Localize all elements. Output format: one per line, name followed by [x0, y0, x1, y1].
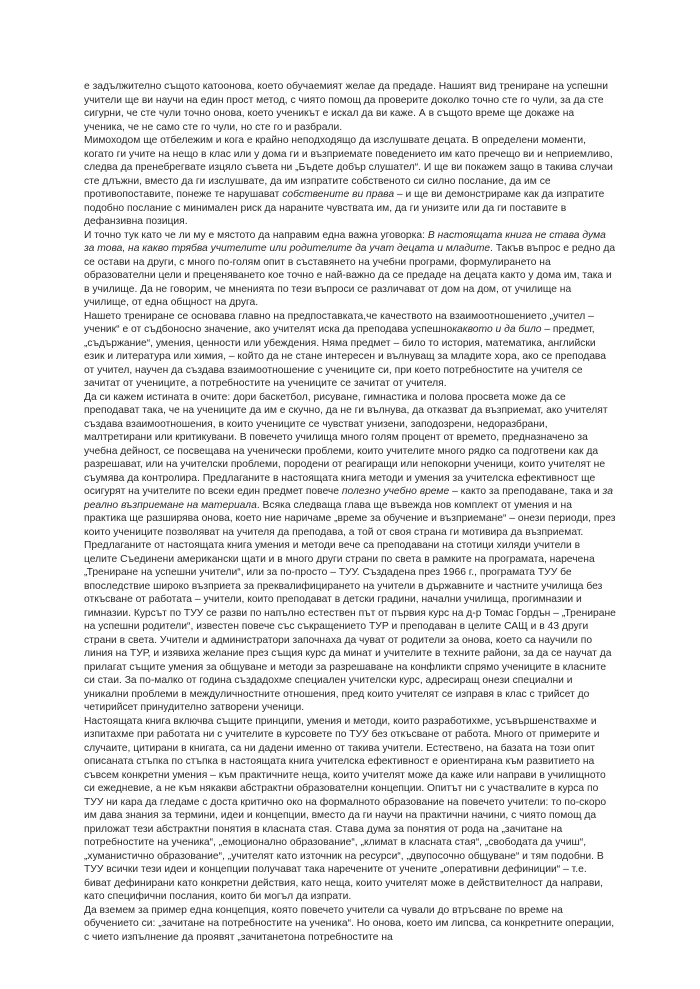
emphasis-text: каквото и да било — [452, 324, 542, 335]
paragraph-6 — [84, 539, 616, 715]
paragraph-text: . Всяка следваща глава ще въвежда нов комплект от умения и на практика ще разширява онова, което ние наричаме „време за обучение и възприемане“ – онези периоди, през които учениците позволяват на учителя да преподава, а той от своя страна ги мотивира да възприемат. — [84, 499, 616, 538]
paragraph-text: . Такъв въпрос е редно да се остави на други, с много по-голям опит в съставянето на учебни програми, формулирането на образователни цели и преценяването кое точно е най-важно да се предаде на децата както у дома им, така и в училище. Да не говорим, че мненията по тези въпроси се различават от дом на дом, от училище на училище, от една общност на друга. — [84, 243, 616, 308]
paragraph-text: – и ще ви демонстрираме как да изпратите подобно послание с минимален риск да нараните чувствата им, да ги унизите или да ги поставите в дефанзивна позиция. — [84, 189, 605, 227]
document-page — [84, 80, 616, 944]
emphasis-text: за реално възприемане на материала — [84, 486, 613, 511]
emphasis-text: В настоящата книга не става дума за това, на какво трябва учителите или родителите да учат децата и младите — [84, 229, 606, 254]
paragraph-2 — [84, 134, 616, 229]
emphasis-text: собствените ви права — [282, 189, 395, 200]
paragraph-text: Мимоходом ще отбележим и кога е крайно неподходящо да изслушвате децата. В определени моменти, когато ги учите на нещо в клас или у дома ги и възприемате поведението им като пречещо ви и неприемливо, следва да пренебрегвате изцяло съвета ни „Бъдете добър слушател“. И ще ви покажем защо в такива случаи сте длъжни, вместо да ги изслушвате, да им изпратите собственото си силно послание, да им се противопоставите, понеже те нарушават — [84, 135, 613, 200]
paragraph-4 — [84, 310, 616, 391]
emphasis-text: полезно учебно време — [341, 486, 450, 497]
paragraph-text: Нашето трениране се основава главно на предпоставката,че качеството на взаимоотношението „учител – ученик“ е от съдбоносно значение, ако учителят иска да преподава успешно — [84, 310, 594, 335]
paragraph-text: Да си кажем истината в очите: дори баскетбол, рисуване, гимнастика и полова просвета може да се преподават така, че на учениците да им е скучно, да не ги вълнува, да отказват да възприемат, ако учителят създава взаимоотношения, в които учениците се чувстват унизени, заподозрени, недоразбрани, малтретирани или критикувани. В повечето училища много голям процент от времето, предназначено за учебна дейност, се посвещава на ученически проблеми, които учителите много рядко са подготвени как да разрешават, или на учителски проблеми, породени от реагиращи или непокорни ученици, които учителят не съумява да контролира. Предлаганите в настоящата книга методи и умения за учителска ефективност ще осигурят на учителите по всеки един предмет повече — [84, 391, 608, 497]
paragraph-text: Предлаганите от настоящата книга умения и методи вече са преподавани на стотици хиляди учители в целите Съединени американски щати и в много други страни по света в рамките на програмата, наречена „Трениране на успешни учители“, или за по-просто – ТУУ. Създадена през 1966 г., програмата ТУУ бе впоследствие широко възприета за преквалифицирането на учители в държавните и частните училища без откъсване от работата – учители, които преподават в детски градини, начални училища, прогимназии и гимназии. Курсът по ТУУ се разви по напълно естествен път от първия курс на д-р Томас Гордън – „Трениране на успешни родители“, известен повече със съкращението ТУР и преподаван в целите САЩ и в 43 други страни в света. Учители и администратори започнаха да чуват от родители за онова, което са научили по линия на ТУР, и изявиха желание през същия курс да минат и учителите в техните райони, за да се научат да прилагат същите умения за общуване и методи за разрешаване на конфликти спрямо учениците в класните си стаи. За по-малко от година създадохме специален учителски курс, адресиращ онези специални и уникални проблеми в междуличностните отношения, пред които учителят се изправя в клас с трийсет до четирийсет принудително затворени ученици. — [84, 540, 616, 713]
paragraph-7 — [84, 715, 616, 904]
paragraph-text: Настоящата книга включва същите принципи, умения и методи, които разработихме, усъвършенствахме и изпитахме при работата ни с учителите в курсовете по ТУУ без откъсване от работа. Много от примерите и случаите, цитирани в книгата, са ни дадени именно от такива учители. Естествено, на базата на този опит описаната стъпка по стъпка в настоящата книга учителска ефективност е ориентирана към развитието на съвсем конкретни умения – към практичните неща, които учителят може да каже или направи в училищното си ежедневие, а не към някакви абстрактни образователни концепции. Опитът ни с участвалите в курса по ТУУ ни кара да гледаме с доста критично око на формалното образование на повечето учители: то по-скоро им дава знания за термини, идеи и концепции, вместо да ги научи на практични начини, с чиято помощ да приложат тези абстрактни понятия в класната стая. Става дума за понятия от рода на „зачитане на потребностите на ученика“, „емоционално образование“, „климат в класната стая“, „свободата да учиш“, „хуманистично образование“, „учителят като източник на ресурси“, „двупосочно общуване“ и тям подобни. В ТУУ всички тези идеи и концепции получават така наречените от учените „оперативни дефиниции“ – т.е. биват дефинирани като конкретни действия, като неща, които учителят може в действителност да направи, като специфични послания, които би могъл да изпрати. — [84, 715, 607, 902]
paragraph-3 — [84, 229, 616, 310]
paragraph-text: И точно тук като че ли му е мястото да направим една важна уговорка: — [84, 229, 428, 241]
paragraph-1 — [84, 80, 616, 134]
paragraph-text: – предмет, „съдържание“, умения, ценности или убеждения. Няма предмет – било то история, математика, английски език и литература или химия, – който да не стане интересен и вълнуващ за младите хора, ако се преподава от учител, научен да създава взаимоотношение с учениците си, при което потребностите на учителя се зачитат от учениците, а потребностите на учениците се зачитат от учителя. — [84, 324, 607, 389]
paragraph-text: е задължително същото катоонова, което обучаемият желае да предаде. Нашият вид трениране на успешни учители ще ви научи на един прост метод, с чиято помощ да проверите доколко точно сте го чули, за да сте сигурни, че сте чули точно онова, което ученикът е искал да ви каже. А в същото време ще докаже на ученика, че не само сте го чули, но сте го и разбрали. — [84, 81, 608, 133]
paragraph-8 — [84, 904, 616, 945]
paragraph-5 — [84, 391, 616, 540]
paragraph-text: – както за преподаване, така и — [449, 486, 603, 497]
paragraph-text: Да вземем за пример една концепция, която повечето учители са чували до втръсване по време на обучението си: „зачитане на потребностите на ученика“. Но онова, което им липсва, са конкретните операции, с чието изпълнение да проявят „зачитанетона потребностите на — [84, 904, 615, 943]
